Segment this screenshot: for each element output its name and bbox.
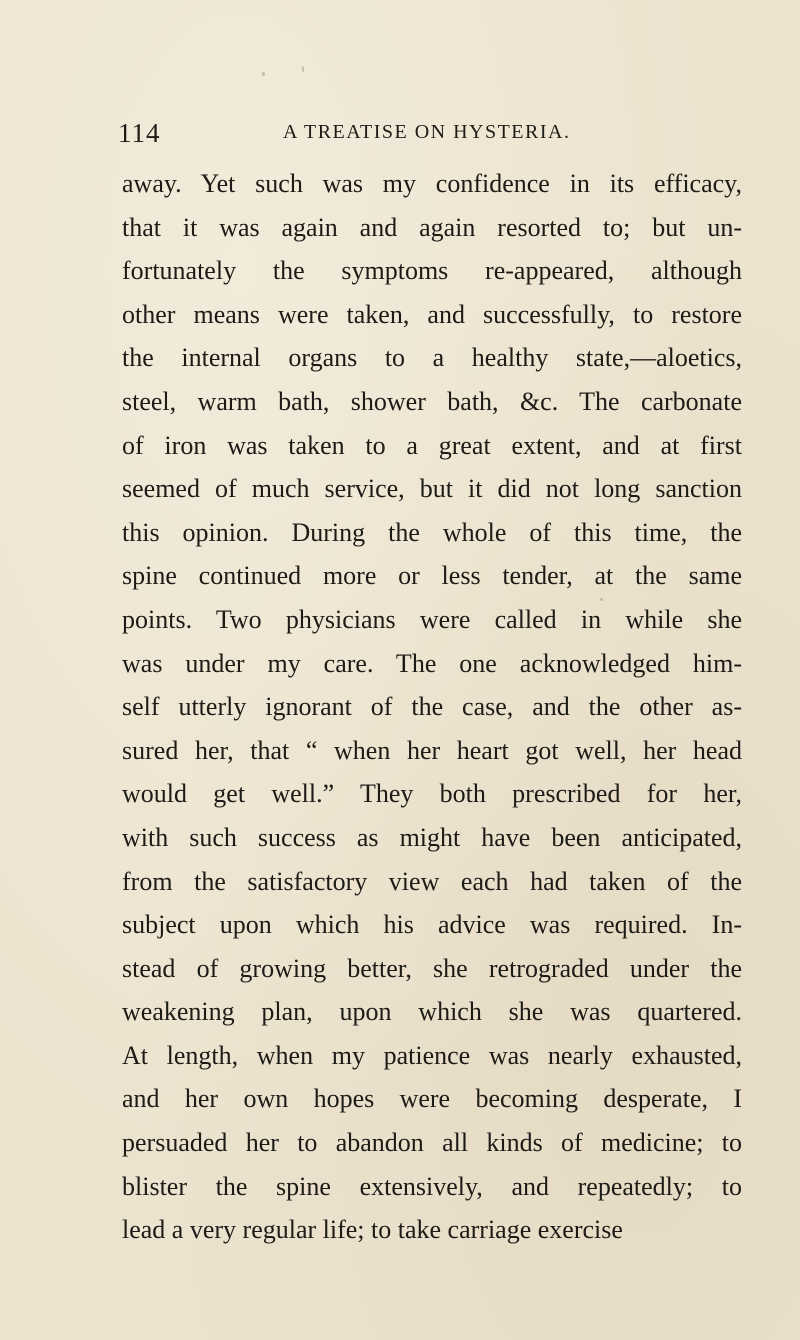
text-line: of iron was taken to a great extent, and at first [122, 430, 742, 460]
text-line: that it was again and again resorted to; but un- [122, 212, 742, 242]
paper-speck [262, 72, 265, 76]
text-line: stead of growing better, she retrograded under the [122, 953, 742, 983]
text-line: points. Two physicians were called in while she [122, 604, 742, 634]
text-line: the internal organs to a healthy state,—aloetics, [122, 343, 742, 373]
page-header [118, 118, 728, 158]
text-line: other means were taken, and successfully, to restore [122, 299, 742, 329]
text-line: would get well.” They both prescribed for her, [122, 779, 742, 809]
text-line: steel, warm bath, shower bath, &c. The carbonate [122, 386, 742, 416]
text-line: persuaded her to abandon all kinds of medicine; to [122, 1128, 742, 1158]
text-line: away. Yet such was my confidence in its efficacy, [122, 169, 742, 198]
text-line: blister the spine extensively, and repeatedly; to [122, 1171, 742, 1201]
text-line: subject upon which his advice was required. In- [122, 910, 742, 940]
text-line: this opinion. During the whole of this time, the [122, 517, 742, 547]
body-text [122, 162, 742, 1252]
text-line: was under my care. The one acknowledged him- [122, 648, 742, 678]
text-line: At length, when my patience was nearly exhausted, [122, 1040, 742, 1070]
running-title: A TREATISE ON HYSTERIA. [283, 121, 571, 143]
text-line: sured her, that “ when her heart got well, her head [122, 735, 742, 765]
paper-speck [302, 66, 304, 72]
text-line: from the satisfactory view each had taken of the [122, 866, 742, 896]
text-line: with such success as might have been anticipated, [122, 822, 742, 852]
text-line: fortunately the symptoms re-appeared, although [122, 256, 742, 286]
page-number: 114 [118, 118, 161, 148]
text-line: self utterly ignorant of the case, and the other as- [122, 692, 742, 722]
text-line: seemed of much service, but it did not long sanction [122, 474, 742, 504]
text-line: spine continued more or less tender, at the same [122, 561, 742, 591]
text-line: weakening plan, upon which she was quartered. [122, 997, 742, 1027]
text-line: and her own hopes were becoming desperate, I [122, 1084, 742, 1114]
text-line: lead a very regular life; to take carriage exercise [122, 1215, 623, 1245]
